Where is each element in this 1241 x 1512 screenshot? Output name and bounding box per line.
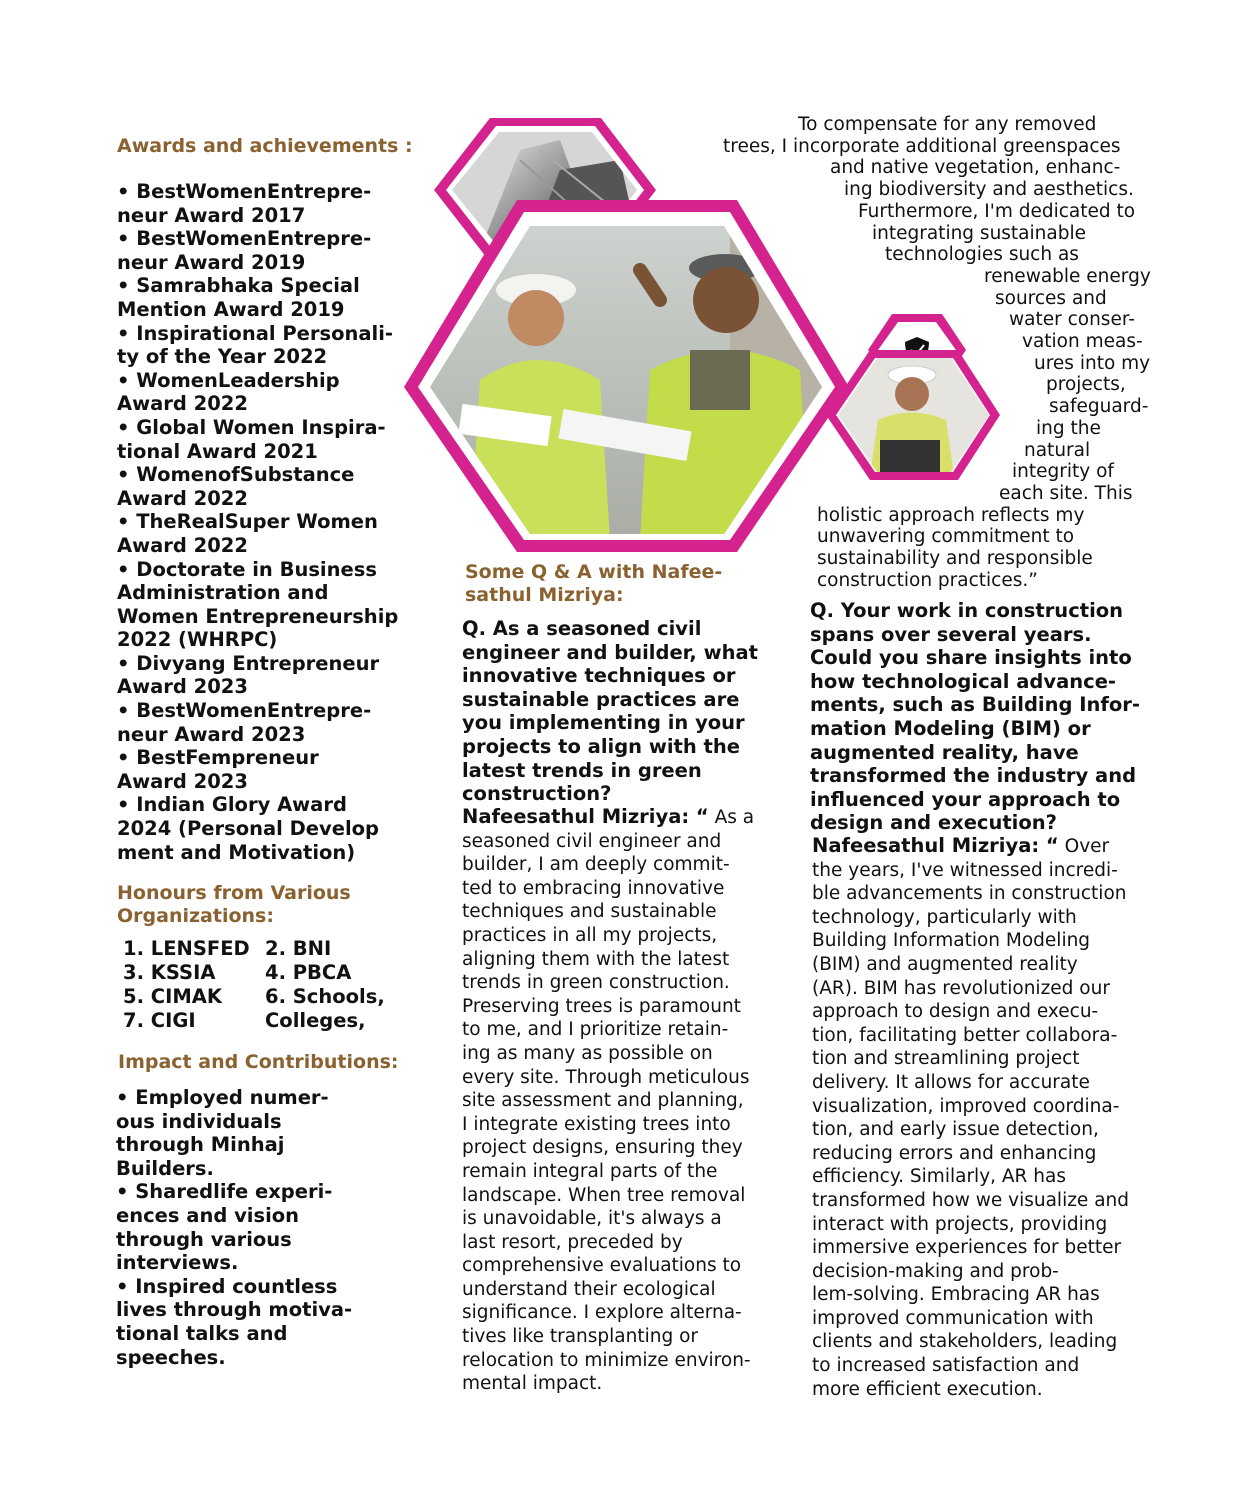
answer-2 xyxy=(812,834,1172,1401)
list-item: • BestFempreneur xyxy=(117,746,319,770)
question-line: Q. As a seasoned civil xyxy=(462,617,702,640)
answer-line: transformed how we visualize and xyxy=(812,1189,1129,1211)
list-item: 2022 (WHRPC) xyxy=(117,628,278,652)
list-item: • Samrabhaka Special xyxy=(117,274,360,298)
list-item: • Doctorate in Business xyxy=(117,557,377,581)
answer-line: renewable energy xyxy=(984,265,1151,287)
list-item: Award 2023 xyxy=(117,675,248,699)
answer-line: interact with projects, providing xyxy=(812,1213,1108,1235)
list-item: through Minhaj xyxy=(116,1133,285,1157)
question-1 xyxy=(462,617,782,806)
answer-line: to me, and I prioritize retain- xyxy=(462,1019,729,1041)
honours-heading: Honours from Various Organizations: xyxy=(117,882,351,927)
question-line: Q. Your work in construction xyxy=(810,599,1124,622)
list-item: • BestWomenEntrepre- xyxy=(117,180,372,203)
answer-line: ing the xyxy=(1036,417,1101,439)
list-item: interviews. xyxy=(116,1251,239,1275)
answer-line: trees, I incorporate additional greenspaces xyxy=(723,135,1121,157)
impact-heading: Impact and Contributions: xyxy=(118,1051,399,1073)
list-item: • Employed numer- xyxy=(116,1086,329,1109)
list-item: ment and Motivation) xyxy=(117,840,356,864)
list-item: tional Award 2021 xyxy=(117,439,318,463)
list-item: 1. LENSFED xyxy=(123,937,250,960)
answer-line: site assessment and planning, xyxy=(462,1090,744,1112)
awards-heading: Awards and achievements : xyxy=(117,135,413,157)
list-item: • TheRealSuper Women xyxy=(117,510,378,534)
list-item: neur Award 2023 xyxy=(117,722,306,746)
answer-line: technology, particularly with xyxy=(812,906,1077,928)
answer-line: ted to embracing innovative xyxy=(462,877,725,899)
answer-line: technologies such as xyxy=(885,244,1079,266)
answer-line: aligning them with the latest xyxy=(462,948,730,970)
answer-line: construction practices.” xyxy=(817,569,1038,591)
answer-line: project designs, ensuring they xyxy=(462,1137,743,1159)
question-line: Could you share insights into xyxy=(810,646,1132,670)
answer-line: ing as many as possible on xyxy=(462,1042,713,1064)
answer-line: tion, facilitating better collabora- xyxy=(812,1024,1118,1046)
answer-line: every site. Through meticulous xyxy=(462,1066,750,1088)
list-item: Builders. xyxy=(116,1156,214,1180)
list-item: neur Award 2017 xyxy=(117,203,306,227)
question-line: latest trends in green xyxy=(462,758,702,782)
answer-line: delivery. It allows for accurate xyxy=(812,1071,1090,1093)
question-line: design and execution? xyxy=(810,811,1057,835)
list-item: lives through motiva- xyxy=(116,1298,353,1322)
list-item: Colleges, xyxy=(265,1009,366,1032)
answer-line: techniques and sustainable xyxy=(462,901,717,923)
question-line: you implementing in your xyxy=(462,711,745,735)
question-line: transformed the industry and xyxy=(810,764,1137,788)
answer-1 xyxy=(462,805,782,1396)
question-line: projects to align with the xyxy=(462,734,740,758)
answer-line: each site. This xyxy=(999,482,1133,504)
list-item: Award 2022 xyxy=(117,486,248,510)
answer-line: Over xyxy=(1058,836,1110,857)
list-item: neur Award 2019 xyxy=(117,250,306,274)
answer-line: unwavering commitment to xyxy=(817,526,1075,548)
answer-speaker: Nafeesathul Mizriya: “ xyxy=(462,805,709,828)
answer-line: the years, I've witnessed incredi- xyxy=(812,859,1118,881)
answer-line: sources and xyxy=(995,287,1107,309)
answer-line: more efficient execution. xyxy=(812,1378,1043,1400)
list-item: tional talks and xyxy=(116,1321,288,1345)
answer-line: relocation to minimize environ- xyxy=(462,1349,751,1371)
question-line: influenced your approach to xyxy=(810,787,1121,811)
answer-line: holistic approach reflects my xyxy=(817,504,1085,526)
list-item: 5. CIMAK xyxy=(123,985,222,1008)
list-item: Award 2022 xyxy=(117,392,248,416)
answer-line: ing biodiversity and aesthetics. xyxy=(844,179,1134,201)
question-line: how technological advance- xyxy=(810,669,1117,693)
answer-line: improved communication with xyxy=(812,1307,1094,1329)
answer-line: ures into my xyxy=(1034,352,1151,374)
list-item: through various xyxy=(116,1227,292,1251)
list-item: • WomenofSubstance xyxy=(117,463,355,487)
answer-line: significance. I explore alterna- xyxy=(462,1302,742,1324)
list-item: • Inspirational Personali- xyxy=(117,321,393,345)
honours-list xyxy=(123,937,405,1033)
question-line: engineer and builder, what xyxy=(462,640,758,664)
question-line: ments, such as Building Infor- xyxy=(810,693,1140,717)
answer-line: last resort, preceded by xyxy=(462,1231,683,1253)
list-item: • BestWomenEntrepre- xyxy=(117,699,372,723)
answer-line: approach to design and execu- xyxy=(812,1001,1099,1023)
list-item: • Sharedlife experi- xyxy=(116,1180,333,1204)
answer-line: clients and stakeholders, leading xyxy=(812,1331,1118,1353)
list-item: 6. Schools, xyxy=(265,985,385,1008)
answer-line: and native vegetation, enhanc- xyxy=(830,157,1121,179)
qa-heading: Some Q & A with Nafee- sathul Mizriya: xyxy=(465,561,723,606)
answer-1-continued xyxy=(700,114,1170,591)
impact-list xyxy=(116,1086,376,1369)
answer-line: mental impact. xyxy=(462,1373,603,1395)
list-item: ous individuals xyxy=(116,1109,282,1133)
question-line: innovative techniques or xyxy=(462,664,736,688)
answer-line: lem-solving. Embracing AR has xyxy=(812,1284,1100,1306)
answer-line: (AR). BIM has revolutionized our xyxy=(812,977,1110,999)
answer-line: visualization, improved coordina- xyxy=(812,1095,1120,1117)
list-item: Mention Award 2019 xyxy=(117,297,345,321)
answer-line: tion, and early issue detection, xyxy=(812,1119,1099,1141)
answer-line: natural xyxy=(1024,439,1091,461)
list-item: • Divyang Entrepreneur xyxy=(117,651,380,675)
list-item: 2. BNI xyxy=(265,937,332,960)
awards-list xyxy=(117,180,427,864)
list-item: Award 2023 xyxy=(117,769,248,793)
answer-line: Furthermore, I'm dedicated to xyxy=(858,200,1136,222)
answer-line: decision-making and prob- xyxy=(812,1260,1059,1282)
list-item: 2024 (Personal Develop xyxy=(117,817,380,841)
question-line: augmented reality, have xyxy=(810,740,1079,764)
answer-line: vation meas- xyxy=(1022,331,1143,353)
answer-line: To compensate for any removed xyxy=(798,114,1097,135)
list-item: • BestWomenEntrepre- xyxy=(117,227,372,251)
list-item: • Inspired countless xyxy=(116,1274,338,1298)
answer-line: (BIM) and augmented reality xyxy=(812,953,1078,975)
answer-line: Preserving trees is paramount xyxy=(462,995,741,1017)
answer-line: practices in all my projects, xyxy=(462,924,718,946)
answer-line: ble advancements in construction xyxy=(812,883,1127,905)
answer-line: seasoned civil engineer and xyxy=(462,830,722,852)
question-line: sustainable practices are xyxy=(462,687,740,711)
answer-line: water conser- xyxy=(1009,309,1135,331)
list-item: Award 2022 xyxy=(117,533,248,557)
question-line: construction? xyxy=(462,782,612,806)
list-item: • Indian Glory Award xyxy=(117,793,347,817)
answer-line: to increased satisfaction and xyxy=(812,1355,1080,1377)
answer-line: tion and streamlining project xyxy=(812,1048,1080,1070)
answer-line: integrating sustainable xyxy=(872,222,1086,244)
answer-speaker: Nafeesathul Mizriya: “ xyxy=(812,834,1059,857)
answer-line: projects, xyxy=(1046,374,1126,396)
list-item: • WomenLeadership xyxy=(117,368,340,392)
answer-line: landscape. When tree removal xyxy=(462,1184,746,1206)
list-item: ty of the Year 2022 xyxy=(117,345,328,369)
answer-line: safeguard- xyxy=(1049,396,1149,418)
answer-line: comprehensive evaluations to xyxy=(462,1255,742,1277)
list-item: Women Entrepreneurship xyxy=(117,604,399,628)
answer-line: I integrate existing trees into xyxy=(462,1113,731,1135)
list-item: ences and vision xyxy=(116,1203,300,1227)
answer-line: reducing errors and enhancing xyxy=(812,1142,1097,1164)
answer-line: remain integral parts of the xyxy=(462,1160,718,1182)
answer-line: sustainability and responsible xyxy=(817,548,1093,570)
list-item: 3. KSSIA xyxy=(123,961,216,984)
answer-line: efficiency. Similarly, AR has xyxy=(812,1166,1066,1188)
list-item: Administration and xyxy=(117,581,329,605)
list-item: 4. PBCA xyxy=(265,961,352,984)
answer-line: understand their ecological xyxy=(462,1278,716,1300)
question-2 xyxy=(810,599,1170,835)
answer-line: trends in green construction. xyxy=(462,972,730,994)
answer-line: immersive experiences for better xyxy=(812,1237,1122,1259)
list-item: speeches. xyxy=(116,1345,226,1369)
list-item: • Global Women Inspira- xyxy=(117,415,386,439)
answer-line: integrity of xyxy=(1012,461,1114,483)
list-item: 7. CIGI xyxy=(123,1009,196,1032)
question-line: spans over several years. xyxy=(810,622,1092,646)
answer-line: tives like transplanting or xyxy=(462,1326,699,1348)
question-line: mation Modeling (BIM) or xyxy=(810,716,1091,740)
answer-line: Building Information Modeling xyxy=(812,930,1091,952)
answer-line: is unavoidable, it's always a xyxy=(462,1208,722,1230)
answer-line: As a xyxy=(708,807,755,828)
answer-line: builder, I am deeply commit- xyxy=(462,854,730,876)
